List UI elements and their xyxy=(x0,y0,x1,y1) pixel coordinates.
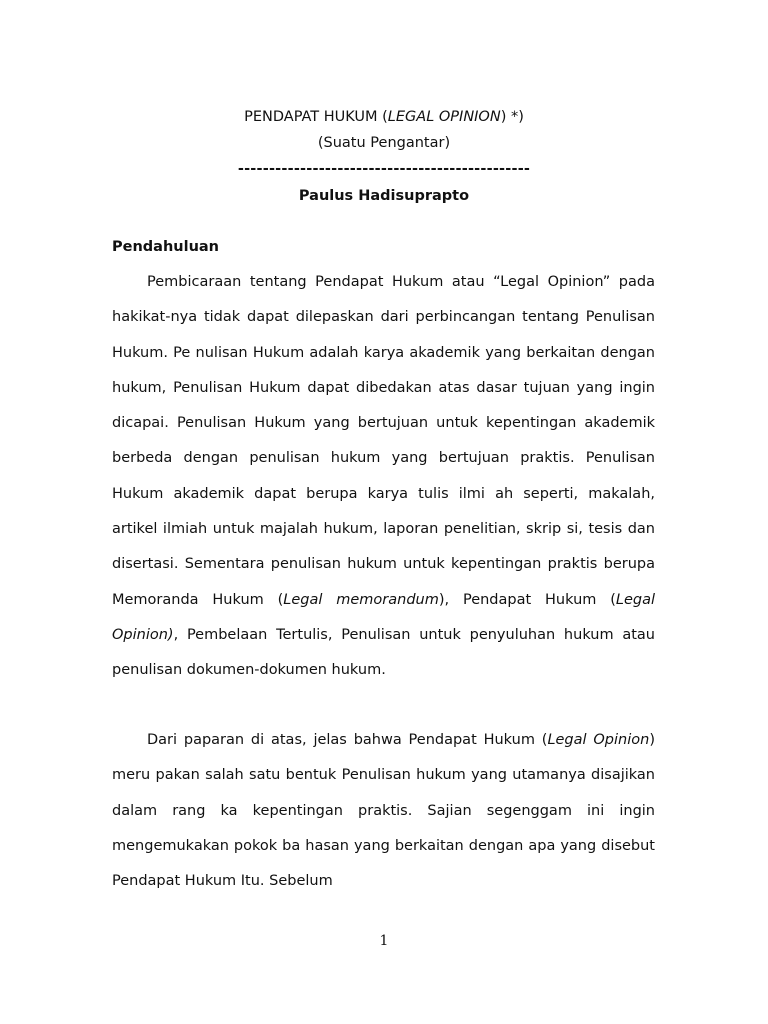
title-divider: ----------------------------------------------- xyxy=(237,161,531,177)
body-paragraph-2 xyxy=(112,723,655,899)
paragraph-2-text-b: ) meru pakan salah satu bentuk Penulisan hukum yang utamanya disajikan dalam rang ka kepentingan praktis. Sajian segenggam ini ingin mengemukakan pokok ba hasan yang berkaitan dengan apa yang disebut Pendapat Hukum Itu. Sebelum xyxy=(112,732,655,890)
document-subtitle: (Suatu Pengantar) xyxy=(317,135,451,151)
page-number: 1 xyxy=(379,933,389,949)
author-name: Paulus Hadisuprapto xyxy=(298,188,470,204)
paragraph-1-text-a: Pembicaraan tentang Pendapat Hukum atau “Legal Opinion” pada hakikat-nya tidak dapat dilepaskan dari perbincangan tentang Penulisan Hukum. Pe nulisan Hukum adalah karya akademik yang berkaitan dengan hukum, Penulisan Hukum dapat dibedakan atas dasar tujuan yang ingin dicapai. Penulisan Hukum yang bertujuan untuk kepentingan akademik berbeda dengan penulisan hukum yang bertujuan praktis. Penulisan Hukum akademik dapat berupa karya tulis ilmi ah seperti, makalah, artikel ilmiah untuk majalah hukum, laporan penelitian, skrip si, tesis dan disertasi. Sementara penulisan hukum untuk kepentingan praktis berupa Memoranda Hukum ( xyxy=(112,274,655,608)
section-heading: Pendahuluan xyxy=(112,239,219,255)
body-paragraph-2-block xyxy=(112,723,655,899)
paragraph-1-italic-a: Legal memorandum xyxy=(283,591,439,608)
paragraph-1-text-b: ), Pendapat Hukum ( xyxy=(438,591,616,608)
body-paragraph-1 xyxy=(112,265,655,689)
paragraph-1-italic-b: Legal Opinion) xyxy=(112,591,656,643)
title-suffix: ) *) xyxy=(500,109,524,125)
document-title xyxy=(0,107,768,127)
paragraph-2-italic-a: Legal Opinion xyxy=(547,732,650,748)
title-italic: LEGAL OPINION xyxy=(387,109,501,125)
paragraph-1-text-c: , Pembelaan Tertulis, Penulisan untuk penyuluhan hukum atau penulisan dokumen-dokumen hukum. xyxy=(112,626,655,679)
title-prefix: PENDAPAT HUKUM ( xyxy=(244,109,388,125)
body-paragraph-1-block xyxy=(112,265,655,689)
paragraph-2-text-a: Dari paparan di atas, jelas bahwa Pendapat Hukum ( xyxy=(147,732,548,748)
